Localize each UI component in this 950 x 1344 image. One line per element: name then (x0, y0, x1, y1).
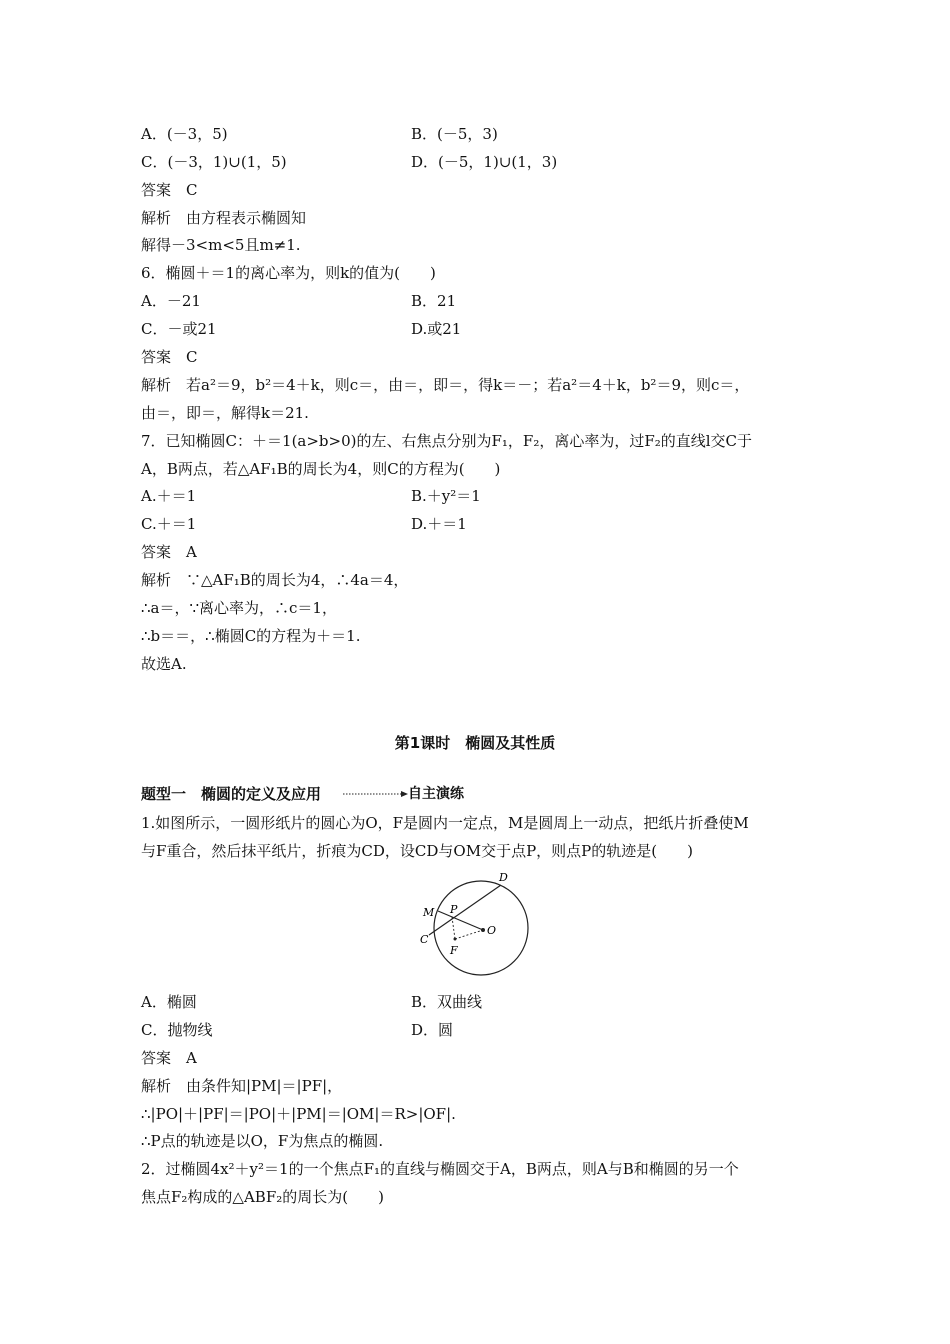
self-practice-tag: 自主演练 (408, 786, 464, 802)
text-line: C．抛物线 (141, 1021, 213, 1039)
text-line: A．(－3，5) (141, 125, 228, 143)
text-line: 答案 C (141, 181, 198, 199)
text-line: 解析 ∵△AF₁B的周长为4，∴4a＝4， (141, 571, 409, 589)
question-type-heading: 题型一 椭圆的定义及应用 (141, 785, 322, 803)
option-right: D．(－5，1)∪(1，3) (411, 153, 558, 171)
text-line: 与F重合，然后抹平纸片，折痕为CD，设CD与OM交于点P，则点P的轨迹是( ) (141, 842, 693, 860)
label-m: M (423, 906, 435, 919)
text-line: 解得－3<m<5且m≠1. (141, 236, 301, 254)
label-d: D (499, 871, 508, 884)
text-line: A，B两点，若△AF₁B的周长为4，则C的方程为( ) (141, 460, 501, 478)
label-c: C (420, 933, 429, 946)
dotted-arrow-icon (343, 783, 408, 803)
text-line: 6．椭圆＋＝1的离心率为，则k的值为( ) (141, 264, 436, 282)
text-line: A．椭圆 (141, 993, 197, 1011)
text-line: C．(－3，1)∪(1，5) (141, 153, 287, 171)
text-line: 2．过椭圆4x²＋y²＝1的一个焦点F₁的直线与椭圆交于A，B两点，则A与B和椭圆的另一个 (141, 1160, 739, 1178)
text-line: 7．已知椭圆C：＋＝1(a>b>0)的左、右焦点分别为F₁，F₂，离心率为，过F₂的直线l交C于 (141, 432, 753, 450)
segment-of (455, 930, 483, 939)
point-f (454, 938, 457, 941)
text-line: A．－21 (141, 292, 201, 310)
option-right: D．圆 (411, 1021, 454, 1039)
text-line: 解析 由方程表示椭圆知 (141, 209, 307, 227)
text-line: ∴|PO|＋|PF|＝|PO|＋|PM|＝|OM|＝R>|OF|. (141, 1105, 456, 1123)
text-line: ∴a＝，∵离心率为，∴c＝1， (141, 599, 337, 617)
text-line: 解析 若a²＝9，b²＝4＋k，则c＝，由＝，即＝，得k＝－；若a²＝4＋k，b²＝9，则c＝， (141, 376, 750, 394)
section-title: 第1课时 椭圆及其性质 (394, 734, 556, 752)
text-line: ∴P点的轨迹是以O，F为焦点的椭圆. (141, 1132, 384, 1150)
text-line: 答案 A (141, 1049, 197, 1067)
option-right: B．(－5，3) (411, 125, 498, 143)
text-line: 1.如图所示，一圆形纸片的圆心为O，F是圆内一定点，M是圆周上一动点，把纸片折叠使M (141, 814, 749, 832)
option-right: B.＋y²＝1 (411, 487, 481, 505)
text-line: 解析 由条件知|PM|＝|PF|， (141, 1077, 343, 1095)
paper-circle (434, 881, 528, 975)
option-right: D.或21 (411, 320, 462, 338)
text-line: C.＋＝1 (141, 515, 197, 533)
text-line: A.＋＝1 (141, 487, 197, 505)
text-line: 焦点F₂构成的△ABF₂的周长为( ) (141, 1188, 384, 1206)
option-right: D.＋＝1 (411, 515, 467, 533)
label-p: P (450, 903, 458, 916)
option-right: B．21 (411, 292, 457, 310)
text-line: 故选A. (141, 655, 187, 673)
option-right: B．双曲线 (411, 993, 483, 1011)
point-o (481, 928, 485, 932)
text-line: 由＝，即＝，解得k＝21. (141, 404, 309, 422)
text-line: ∴b＝＝，∴椭圆C的方程为＋＝1. (141, 627, 361, 645)
circle-fold-figure (415, 868, 535, 980)
label-f: F (450, 944, 458, 957)
text-line: 答案 A (141, 543, 197, 561)
text-line: C．－或21 (141, 320, 217, 338)
label-o: O (487, 924, 497, 937)
text-line: 答案 C (141, 348, 198, 366)
segment-pf (452, 917, 455, 939)
